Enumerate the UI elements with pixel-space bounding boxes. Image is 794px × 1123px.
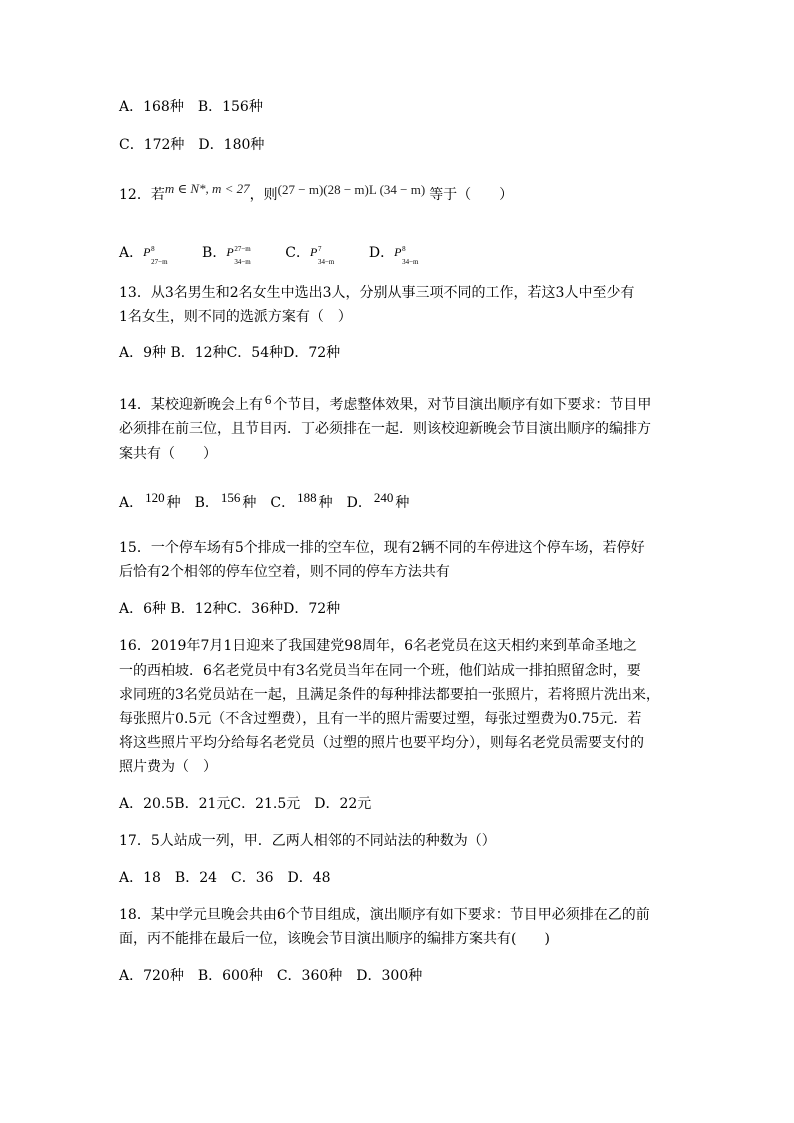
q13-stem-line-1: 13．从3名男生和2名女生中选出3人，分别从事三项不同的工作，若这3人中至少有	[119, 285, 635, 301]
q12-stem	[119, 181, 514, 205]
q12-prefix: 12．若	[119, 187, 165, 203]
q14-option-c-value: 188	[297, 490, 317, 505]
q12-mid: ，则	[249, 187, 278, 203]
q16-stem-line-1: 16．2019年7月1日迎来了我国建党98周年，6名老党员在这天相约来到革命圣地之	[119, 638, 637, 654]
q14-stem-line-1	[119, 392, 652, 415]
q18-stem-line-2: 面，丙不能排在最后一位，该晚会节目演出顺序的编排方案共有( )	[119, 931, 550, 947]
q12-option-a-label: A．	[119, 245, 144, 261]
q14-option-b-value: 156	[220, 490, 241, 505]
q16-stem-line-5: 将这些照片平均分给每名老党员（过塑的照片也要平均分），则每名老党员需要支付的	[119, 735, 644, 751]
q12-option-c-formula: P 7 34−m	[309, 245, 335, 266]
q14-stem-line-3: 案共有（ ）	[119, 446, 217, 462]
q16-stem-line-3: 求同班的3名党员站在一起，且满足条件的每种排法都要拍一张照片，若将照片洗出来，	[119, 687, 660, 703]
q12-condition: m ∈ N*, m < 27	[164, 181, 250, 196]
q12-options	[119, 241, 422, 266]
q18-stem-line-1: 18．某中学元旦晚会共由6个节目组成，演出顺序有如下要求：节目甲必须排在乙的前	[119, 907, 650, 923]
q14-stem-line-2: 必须排在前三位，且节目丙．丁必须排在一起．则该校迎新晚会节目演出顺序的编排方	[119, 421, 651, 437]
q12-option-c-label: C．	[285, 245, 310, 261]
q17-options: A．18 B．24 C．36 D．48	[119, 870, 331, 886]
q12-option-d-label: D．	[368, 245, 395, 261]
q12-option-b-formula: P 27−m 34−m	[226, 245, 251, 266]
q15-stem-line-1: 15．一个停车场有5个排成一排的空车位，现有2辆不同的车停进这个停车场，若停好	[119, 540, 645, 556]
q15-stem-line-2: 后恰有2个相邻的停车位空着，则不同的停车方法共有	[119, 564, 450, 580]
q11-option-line-1: A．168种 B．156种	[119, 99, 263, 115]
q11-option-line-2: C．172种 D．180种	[119, 137, 265, 153]
q12-suffix: 等于（ ）	[429, 187, 514, 203]
q16-options: A．20.5B．21元C．21.5元 D．22元	[119, 796, 372, 812]
q18-options: A．720种 B．600种 C．360种 D．300种	[119, 968, 423, 984]
q12-expression: (27 − m)(28 − m)L (34 − m)	[277, 182, 426, 197]
q14-pre: 14．某校迎新晚会上有	[119, 397, 263, 413]
q14-count: 6	[264, 392, 272, 407]
q13-stem-line-2: 1名女生，则不同的选派方案有（ ）	[119, 309, 352, 325]
q12-option-a-formula: P 8 27−m	[143, 245, 168, 266]
q15-options: A．6种 B．12种C．36种D．72种	[119, 601, 341, 617]
q16-stem-line-6: 照片费为（ ）	[119, 759, 217, 775]
q12-option-b-label: B．	[202, 245, 227, 261]
q13-options: A．9种 B．12种C．54种D．72种	[119, 345, 341, 361]
q16-stem-line-4: 每张照片0.5元（不含过塑费），且有一半的照片需要过塑，每张过塑费为0.75元．若	[119, 711, 642, 727]
q14-options: A． 120 种 B． 156 种 C． 188 种 D． 240 种	[119, 490, 410, 511]
q16-stem-line-2: 一的西柏坡．6名老党员中有3名党员当年在同一个班，他们站成一排拍照留念时，要	[119, 663, 641, 679]
q12-option-d-formula: P 8 34−m	[394, 245, 419, 266]
q14-option-a-value: 120	[145, 490, 165, 505]
q14-post: 个节目，考虑整体效果，对节目演出顺序有如下要求：节目甲	[273, 397, 652, 413]
q17-stem-line-1: 17．5人站成一列，甲．乙两人相邻的不同站法的种数为（）	[119, 833, 496, 849]
q14-option-d-value: 240	[373, 490, 394, 505]
